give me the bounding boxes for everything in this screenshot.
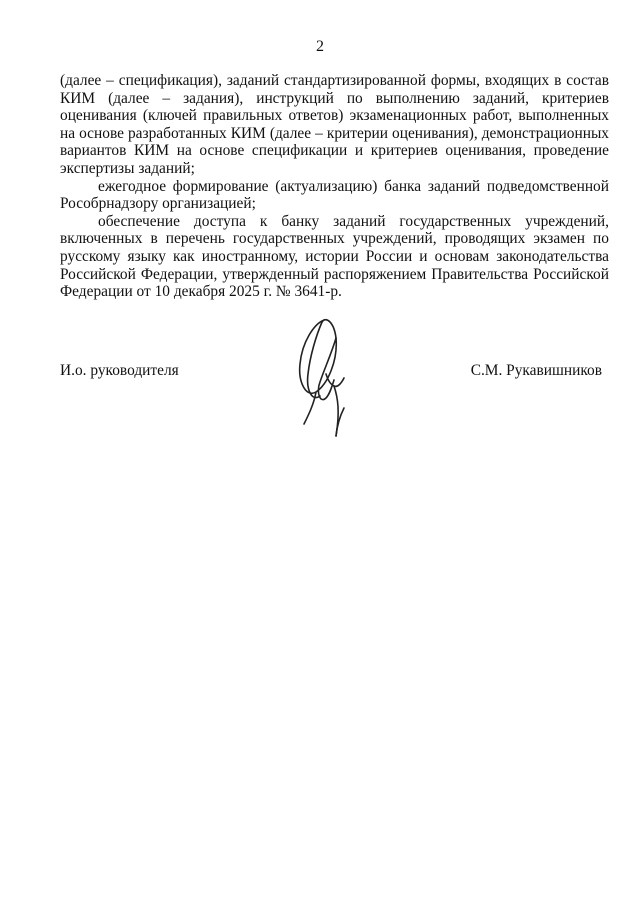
handwritten-signature — [286, 312, 356, 442]
paragraph-task-bank-formation: ежегодное формирование (актуализацию) банка заданий подведомственной Рособрнадзору организацией; — [60, 177, 609, 213]
signer-name: С.М. Рукавишников — [470, 362, 602, 379]
paragraph-task-bank-access: обеспечение доступа к банку заданий государственных учреждений, включенных в перечень государственных учреждений, проводящих экзамен по русскому языку как иностранному, истории России и основам законодательства Российской Федерации, утвержденный распоряжением Правительства Российской Федерации от 10 декабря 2025 г. № 3641-р. — [60, 212, 609, 301]
paragraph-specification-continuation: (далее – спецификация), заданий стандартизированной формы, входящих в состав КИМ (далее – задания), инструкций по выполнению заданий, критериев оценивания (ключей правильных ответов) экзаменационных работ, выполненных на основе разработанных КИМ (далее – критерии оценивания), демонстрационных вариантов КИМ на основе спецификации и критериев оценивания, проведение экспертизы заданий; — [60, 72, 609, 177]
signer-position-title: И.о. руководителя — [60, 362, 179, 379]
document-body — [60, 72, 609, 301]
page-number: 2 — [316, 38, 324, 55]
